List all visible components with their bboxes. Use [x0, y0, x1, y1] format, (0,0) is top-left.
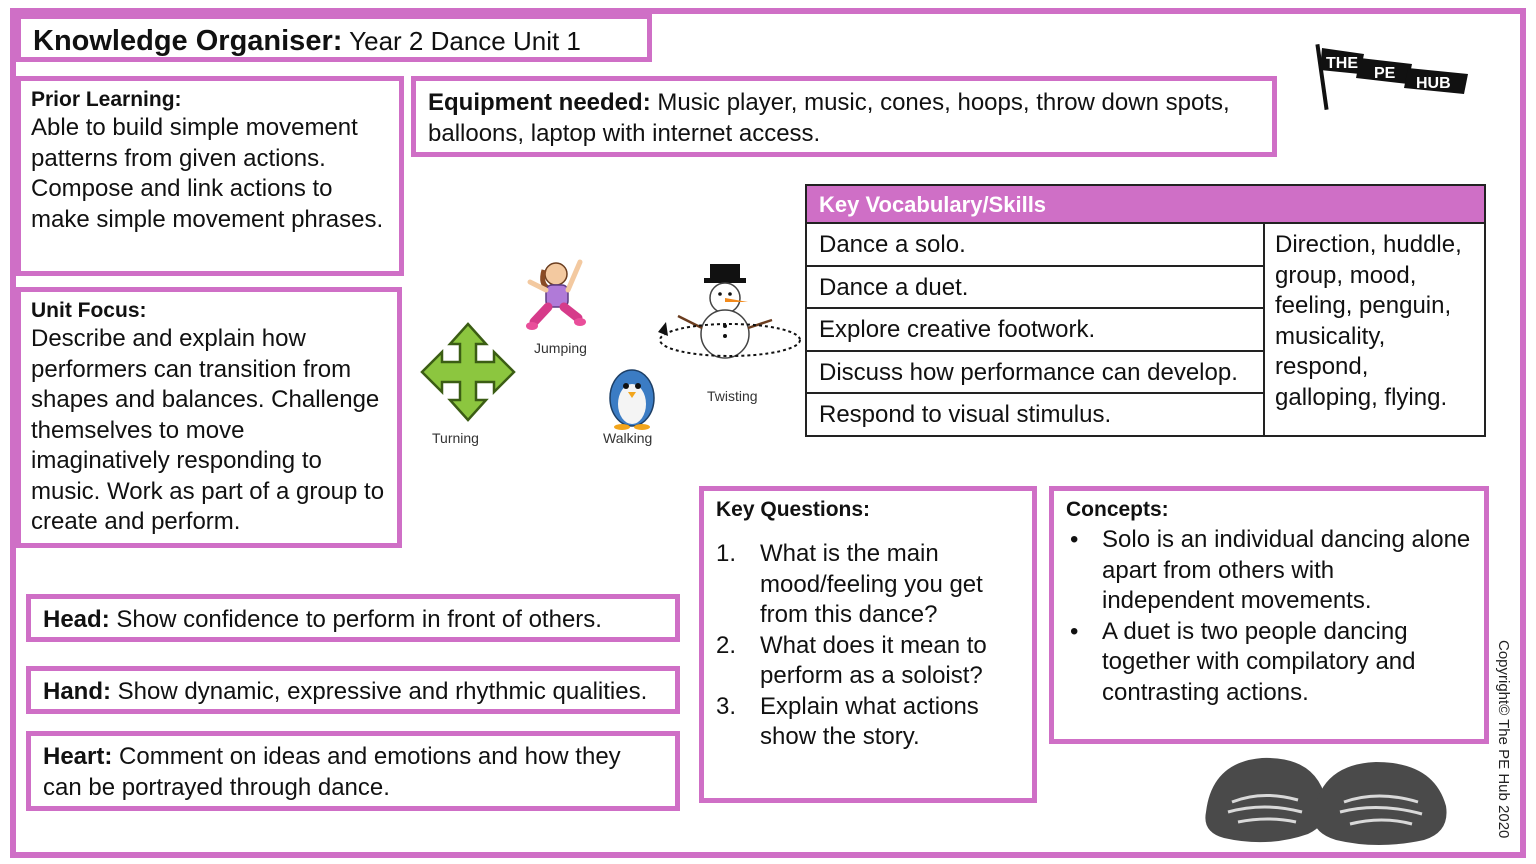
- copyright-text: Copyright© The PE Hub 2020: [1495, 640, 1512, 839]
- jumping-caption: Jumping: [534, 340, 587, 356]
- title-bold: Knowledge Organiser:: [33, 25, 343, 57]
- vocab-words: Direction, huddle, group, mood, feeling, penguin, musicality, respond, galloping, flying.: [1275, 231, 1462, 411]
- skill-row: Explore creative footwork.: [807, 309, 1263, 352]
- page-title: [16, 14, 652, 62]
- vocab-header: Key Vocabulary/Skills: [807, 186, 1484, 224]
- unit-focus-box: [16, 287, 402, 548]
- head-box: [26, 594, 680, 642]
- concept-text: Solo is an individual dancing alone apart from others with independent movements.: [1102, 526, 1471, 614]
- question-item: [716, 539, 1020, 631]
- key-questions-label: Key Questions:: [716, 498, 871, 521]
- title-rest: Year 2 Dance Unit 1: [349, 26, 581, 56]
- heart-label: Heart:: [43, 743, 113, 770]
- skill-row: Respond to visual stimulus.: [819, 401, 1112, 429]
- unit-focus-label: Unit Focus:: [31, 299, 147, 322]
- turning-arrows-icon: [420, 322, 516, 422]
- copyright-notice: [1492, 640, 1514, 845]
- prior-learning-label: Prior Learning:: [31, 88, 182, 111]
- twisting-caption: Twisting: [707, 388, 758, 404]
- question-number: 3.: [716, 692, 737, 720]
- hand-text: Show dynamic, expressive and rhythmic qualities.: [117, 678, 648, 705]
- skill-row: Dance a solo.: [807, 224, 1263, 267]
- equipment-text: Music player, music, cones, hoops, throw down spots, balloons, laptop with internet access.: [428, 89, 1230, 147]
- logo-pe: PE: [1374, 65, 1396, 82]
- question-text: Explain what actions show the story.: [760, 692, 979, 750]
- head-text: Show confidence to perform in front of others.: [116, 606, 602, 633]
- head-label: Head:: [43, 606, 110, 633]
- key-vocabulary-table: [805, 184, 1486, 437]
- question-item: [716, 692, 1020, 753]
- concept-text: A duet is two people dancing together with compilatory and contrasting actions.: [1102, 617, 1416, 706]
- hand-label: Hand:: [43, 678, 111, 705]
- question-number: 2.: [716, 631, 737, 659]
- prior-learning-box: [16, 76, 404, 276]
- bullet: •: [1070, 617, 1079, 645]
- equipment-box: [411, 76, 1277, 157]
- turning-caption: Turning: [432, 430, 479, 446]
- unit-focus-text: Describe and explain how performers can transition from shapes and balances. Challenge themselves to move imaginatively responding to music. Work as part of a group to create and perform.: [31, 325, 385, 535]
- question-text: What is the main mood/feeling you get from this dance?: [760, 540, 983, 628]
- hand-box: [26, 666, 680, 714]
- logo-hub: HUB: [1416, 75, 1451, 92]
- concept-item: [1066, 617, 1472, 709]
- question-item: [716, 631, 1020, 692]
- vocab-skills-column: [807, 224, 1265, 435]
- throw-down-spots-illustration: [1198, 752, 1450, 848]
- walking-penguin-illustration: [602, 360, 662, 432]
- heart-box: [26, 731, 680, 811]
- skill-row: Discuss how performance can develop.: [807, 352, 1263, 395]
- concept-item: [1066, 525, 1472, 617]
- key-questions-box: [699, 486, 1037, 803]
- question-text: What does it mean to perform as a soloist?: [760, 631, 987, 689]
- equipment-label: Equipment needed:: [428, 89, 651, 116]
- concepts-box: [1049, 486, 1489, 744]
- prior-learning-text: Able to build simple movement patterns from given actions. Compose and link actions to make simple movement phrases.: [31, 114, 384, 233]
- heart-text: Comment on ideas and emotions and how they can be portrayed through dance.: [43, 743, 621, 801]
- question-number: 1.: [716, 540, 737, 567]
- concepts-label: Concepts:: [1066, 498, 1169, 521]
- skill-row: Dance a duet.: [807, 267, 1263, 310]
- jumping-girl-illustration: [520, 252, 590, 342]
- bullet: •: [1070, 526, 1079, 553]
- logo-the: THE: [1326, 55, 1358, 72]
- walking-caption: Walking: [603, 430, 653, 446]
- pe-hub-logo: [1312, 44, 1472, 116]
- twisting-snowman-illustration: [656, 260, 804, 380]
